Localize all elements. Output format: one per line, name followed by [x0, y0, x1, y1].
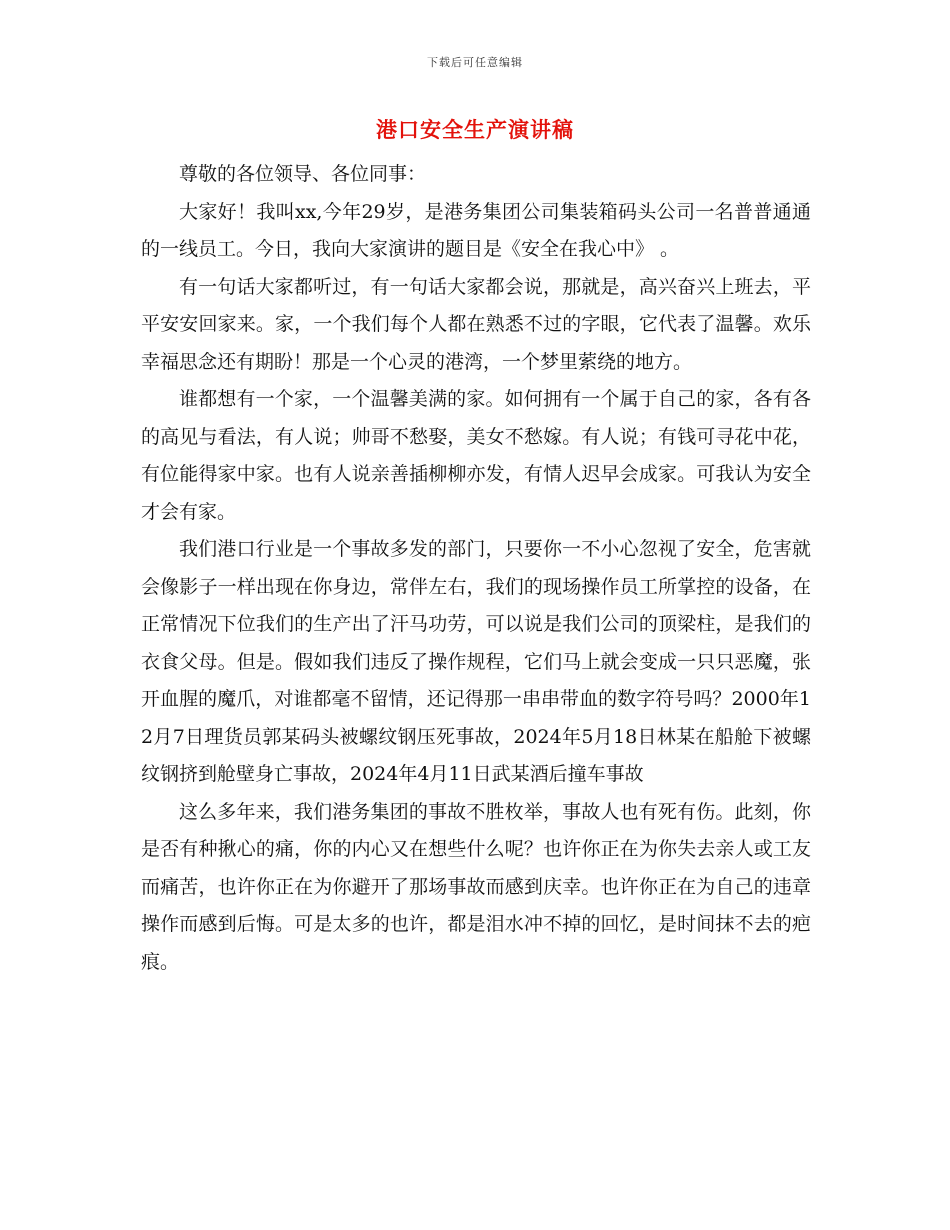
paragraph-salutation: 尊敬的各位领导、各位同事：: [179, 163, 427, 185]
paragraph-family: 谁都想有一个家，一个温馨美满的家。如何拥有一个属于自己的家，各有各的高见与看法，有人说；帅哥不愁娶，美女不愁嫁。有人说；有钱可寻花中花，有位能得家中家。也有人说亲善插柳柳亦发，有情人迟早会成家。可我认为安全才会有家。: [141, 388, 811, 523]
document-title: 港口安全生产演讲稿: [376, 117, 574, 142]
paragraph-home: 有一句话大家都听过，有一句话大家都会说，那就是，高兴奋兴上班去，平平安安回家来。家，一个我们每个人都在熟悉不过的字眼，它代表了温馨。欢乐幸福思念还有期盼！那是一个心灵的港湾，一个梦里萦绕的地方。: [141, 275, 811, 373]
paragraph-accidents: 我们港口行业是一个事故多发的部门，只要你一不小心忽视了安全，危害就会像影子一样出现在你身边，常伴左右，我们的现场操作员工所掌控的设备，在正常情况下位我们的生产出了汗马功劳，可以说是我们公司的顶梁柱，是我们的衣食父母。但是。假如我们违反了操作规程，它们马上就会变成一只只恶魔，张开血腥的魔爪，对谁都毫不留情，还记得那一串串带血的数字符号吗？2000年12月7日理货员郭某码头被螺纹钢压死事故，2024年5月18日林某在船舱下被螺纹钢挤到舱壁身亡事故，2024年4月11日武某酒后撞车事故: [141, 538, 811, 785]
document-body: [141, 156, 811, 981]
header-note: 下载后可任意编辑: [427, 56, 523, 69]
paragraph-reflection: 这么多年来，我们港务集团的事故不胜枚举，事故人也有死有伤。此刻，你是否有种揪心的痛，你的内心又在想些什么呢？也许你正在为你失去亲人或工友而痛苦，也许你正在为你避开了那场事故而感到庆幸。也许你正在为自己的违章操作而感到后悔。可是太多的也许，都是泪水冲不掉的回忆，是时间抹不去的疤痕。: [141, 800, 811, 973]
paragraph-introduction: 大家好！我叫xx,今年29岁，是港务集团公司集装箱码头公司一名普普通通的一线员工。今日，我向大家演讲的题目是《安全在我心中》 。: [141, 200, 811, 260]
